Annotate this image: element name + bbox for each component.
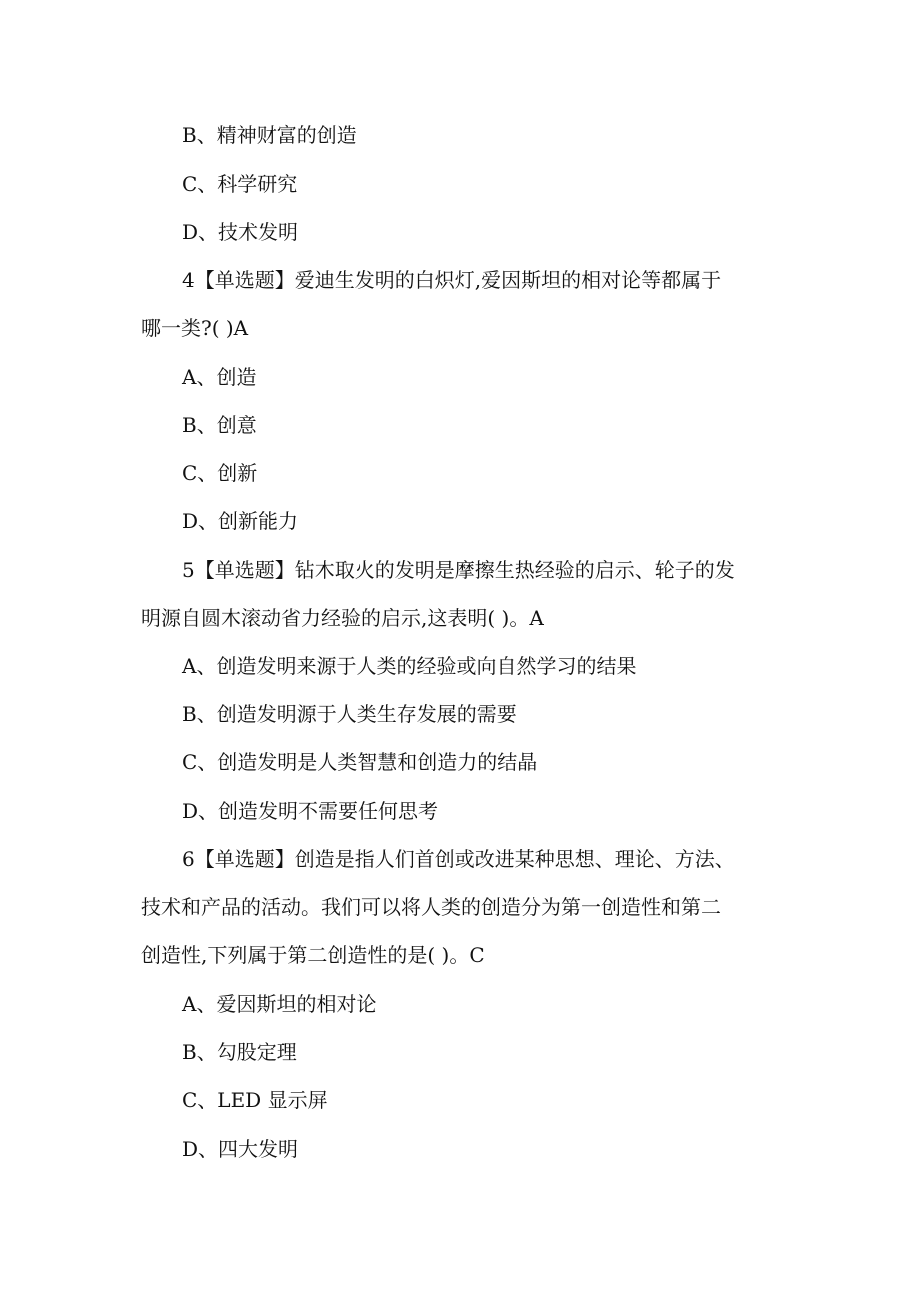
question-4-text-cont: 哪一类?( )A [141,316,249,340]
option-c: C、创新 [182,461,258,485]
question-6-text: 6【单选题】创造是指人们首创或改进某种思想、理论、方法、 [182,847,735,871]
option-a: A、爱因斯坦的相对论 [182,992,377,1016]
question-4-text: 4【单选题】爱迪生发明的白炽灯,爱因斯坦的相对论等都属于 [182,268,722,292]
question-6-text-cont: 技术和产品的活动。我们可以将人类的创造分为第一创造性和第二 [141,895,721,919]
option-b: B、精神财富的创造 [182,123,357,147]
question-6-text-cont: 创造性,下列属于第二创造性的是( )。C [141,943,485,967]
option-b: B、创造发明源于人类生存发展的需要 [182,702,517,726]
option-d: D、创造发明不需要任何思考 [182,799,439,823]
option-a: A、创造发明来源于人类的经验或向自然学习的结果 [182,654,637,678]
question-5-text-cont: 明源自圆木滚动省力经验的启示,这表明( )。A [141,606,544,630]
question-5-text: 5【单选题】钻木取火的发明是摩擦生热经验的启示、轮子的发 [182,558,735,582]
option-d: D、技术发明 [182,220,299,244]
option-a: A、创造 [182,365,257,389]
option-b: B、创意 [182,413,257,437]
option-c: C、创造发明是人类智慧和创造力的结晶 [182,750,538,774]
option-c: C、科学研究 [182,172,298,196]
option-d: D、创新能力 [182,509,299,533]
option-c: C、LED 显示屏 [182,1088,328,1112]
option-d: D、四大发明 [182,1137,299,1161]
option-b: B、勾股定理 [182,1040,297,1064]
